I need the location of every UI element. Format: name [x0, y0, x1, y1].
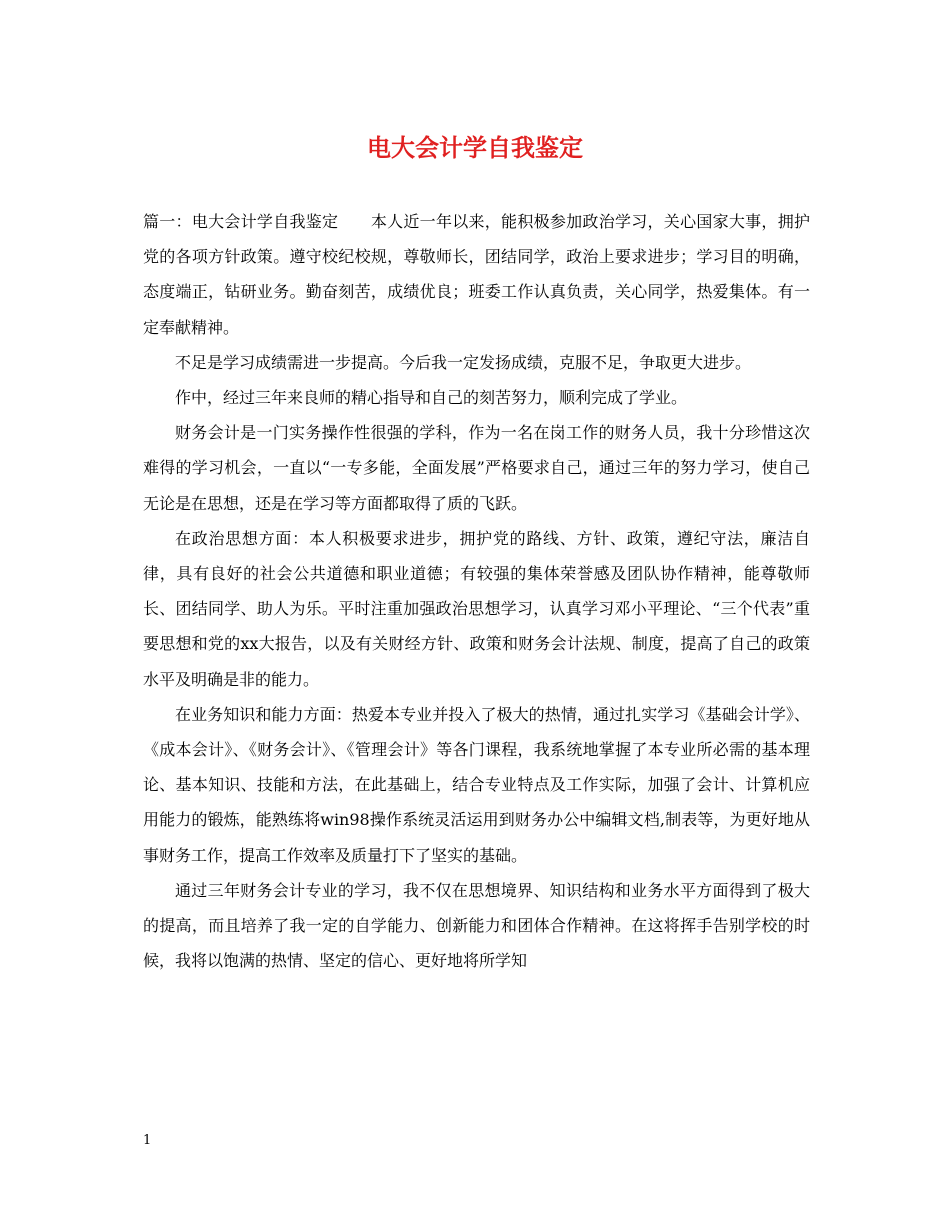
page-number: 1 [143, 1133, 152, 1148]
paragraph-7: 通过三年财务会计专业的学习，我不仅在思想境界、知识结构和业务水平方面得到了极大的提高，而且培养了我一定的自学能力、创新能力和团体合作精神。在这将挥手告别学校的时候，我将以饱满的热情、坚定的信心、更好地将所学知 [143, 880, 810, 971]
paragraph-1: 篇一：电大会计学自我鉴定 本人近一年以来，能积极参加政治学习，关心国家大事，拥护党的各项方针政策。遵守校纪校规，尊敬师长，团结同学，政治上要求进步；学习目的明确，态度端正，钻研业务。勤奋刻苦，成绩优良；班委工作认真负责，关心同学，热爱集体。有一定奉献精神。 [143, 212, 810, 337]
paragraph-4: 财务会计是一门实务操作性很强的学科，作为一名在岗工作的财务人员，我十分珍惜这次难得的学习机会，一直以“一专多能，全面发展”严格要求自己，通过三年的努力学习，使自己无论是在思想，还是在学习等方面都取得了质的飞跃。 [143, 423, 810, 513]
paragraph-6: 在业务知识和能力方面：热爱本专业并投入了极大的热情，通过扎实学习《基础会计学》、《成本会计》、《财务会计》、《管理会计》等各门课程，我系统地掌握了本专业所必需的基本理论、基本知识、技能和方法，在此基础上，结合专业特点及工作实际，加强了会计、计算机应用能力的锻炼，能熟练将win98操作系统灵活运用到财务办公中编辑文档,制表等，为更好地从事财务工作，提高工作效率及质量打下了坚实的基础。 [143, 704, 810, 865]
document-title: 电大会计学自我鉴定 [367, 133, 583, 162]
paragraph-2: 不足是学习成绩需进一步提高。今后我一定发扬成绩，克服不足，争取更大进步。 [175, 352, 752, 372]
document-body [143, 204, 810, 978]
paragraph-5: 在政治思想方面：本人积极要求进步，拥护党的路线、方针、政策，遵纪守法，廉洁自律，具有良好的社会公共道德和职业道德；有较强的集体荣誉感及团队协作精神，能尊敬师长、团结同学、助人为乐。平时注重加强政治思想学习，认真学习邓小平理论、“三个代表”重要思想和党的xx大报告，以及有关财经方针、政策和财务会计法规、制度，提高了自己的政策水平及明确是非的能力。 [143, 528, 810, 689]
paragraph-3: 作中，经过三年来良师的精心指导和自己的刻苦努力，顺利完成了学业。 [175, 388, 688, 408]
